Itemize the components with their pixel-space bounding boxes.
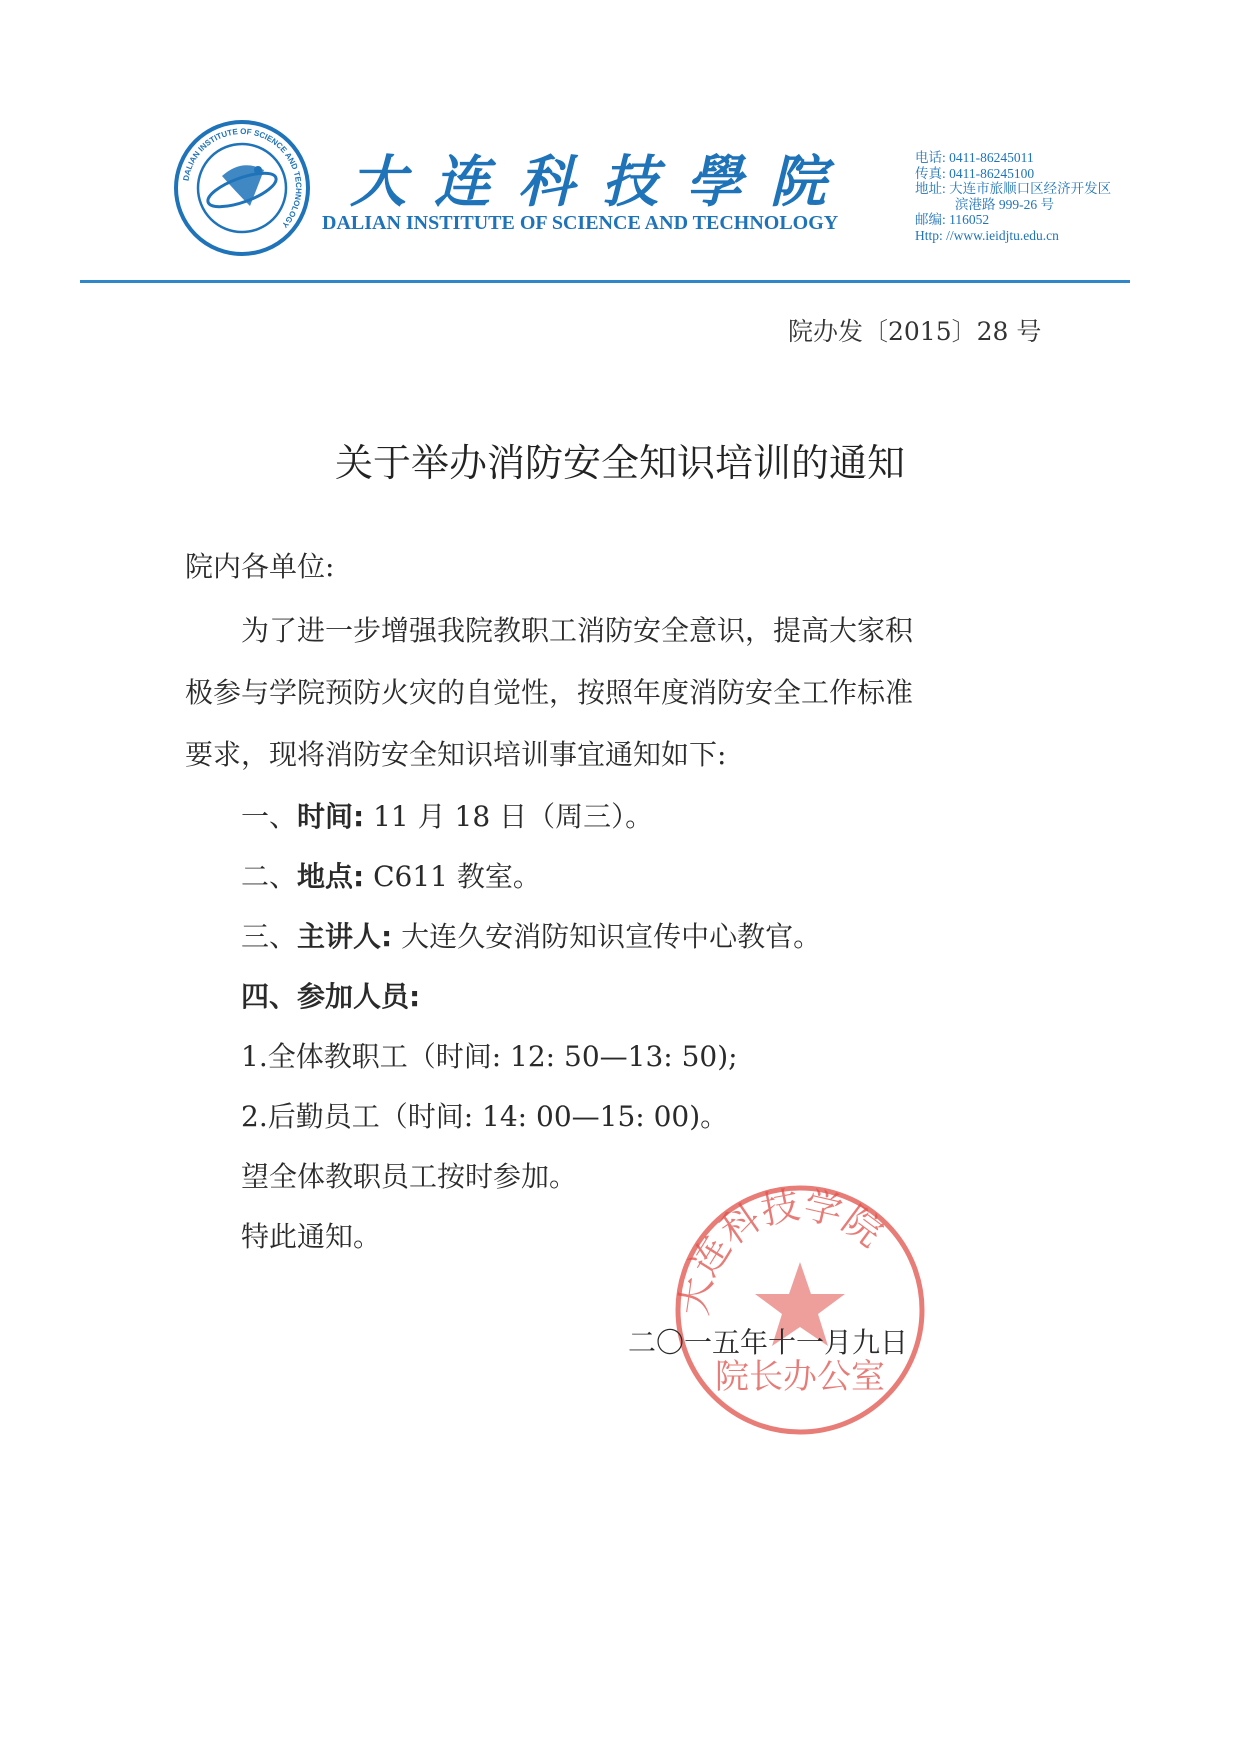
letterhead-divider <box>80 280 1130 283</box>
salutation: 院内各单位: <box>185 550 335 583</box>
school-name-chinese: 大连科技學院 <box>350 149 854 215</box>
item-prefix: 三、 <box>241 920 298 953</box>
item-text: 11 月 18 日（周三）。 <box>364 800 654 833</box>
contact-address: 地址: 大连市旅顺口区经济开发区 <box>915 181 1112 196</box>
contact-address-line-2: 滨港路 999-26 号 <box>955 196 1054 212</box>
document-date: 二〇一五年十一月九日 <box>628 1326 909 1359</box>
contact-block <box>915 150 1111 243</box>
document-title: 关于举办消防安全知识培训的通知 <box>334 441 905 485</box>
svg-text:院长办公室: 院长办公室 <box>715 1357 885 1397</box>
item-label: 参加人员: <box>297 980 421 1013</box>
item-location <box>241 855 541 895</box>
contact-postcode: 邮编: 116052 <box>915 212 990 227</box>
item-text: C611 教室。 <box>364 860 541 893</box>
item-prefix: 一、 <box>241 800 298 833</box>
contact-fax: 传真: 0411-86245100 <box>915 165 1035 181</box>
attendee-line: 2.后勤员工（时间: 14: 00—15: 00)。 <box>241 1100 729 1133</box>
attendee-line: 1.全体教职工（时间: 12: 50—13: 50); <box>241 1040 738 1073</box>
school-logo-icon <box>172 118 312 258</box>
closing-request: 望全体教职员工按时参加。 <box>241 1160 578 1193</box>
intro-line: 极参与学院预防火灾的自觉性，按照年度消防安全工作标准 <box>185 676 914 709</box>
item-text: 大连久安消防知识宣传中心教官。 <box>392 920 822 953</box>
document-number: 院办发〔2015〕28 号 <box>788 317 1042 346</box>
official-seal-icon <box>670 1180 930 1440</box>
school-name-english: DALIAN INSTITUTE OF SCIENCE AND TECHNOLOGY <box>322 212 839 234</box>
item-time <box>241 795 653 835</box>
contact-phone: 电话: 0411-86245011 <box>915 150 1034 165</box>
intro-line: 为了进一步增强我院教职工消防安全意识，提高大家积 <box>241 614 914 647</box>
svg-text:大连科技学院: 大连科技学院 <box>671 1182 891 1319</box>
letterhead <box>0 0 1240 300</box>
closing-notice: 特此通知。 <box>241 1220 382 1253</box>
item-label: 时间: <box>297 800 365 833</box>
contact-website: Http: //www.ieidjtu.edu.cn <box>915 227 1059 243</box>
item-prefix: 四、 <box>241 980 298 1013</box>
item-prefix: 二、 <box>241 860 298 893</box>
item-speaker <box>241 915 821 955</box>
item-label: 主讲人: <box>297 920 393 953</box>
item-attendees <box>241 975 420 1015</box>
svg-text:DALIAN INSTITUTE OF SCIENCE AN: DALIAN INSTITUTE OF SCIENCE AND TECHNOLOGY <box>181 126 304 230</box>
intro-line: 要求，现将消防安全知识培训事宜通知如下: <box>185 738 727 771</box>
item-label: 地点: <box>297 860 365 893</box>
